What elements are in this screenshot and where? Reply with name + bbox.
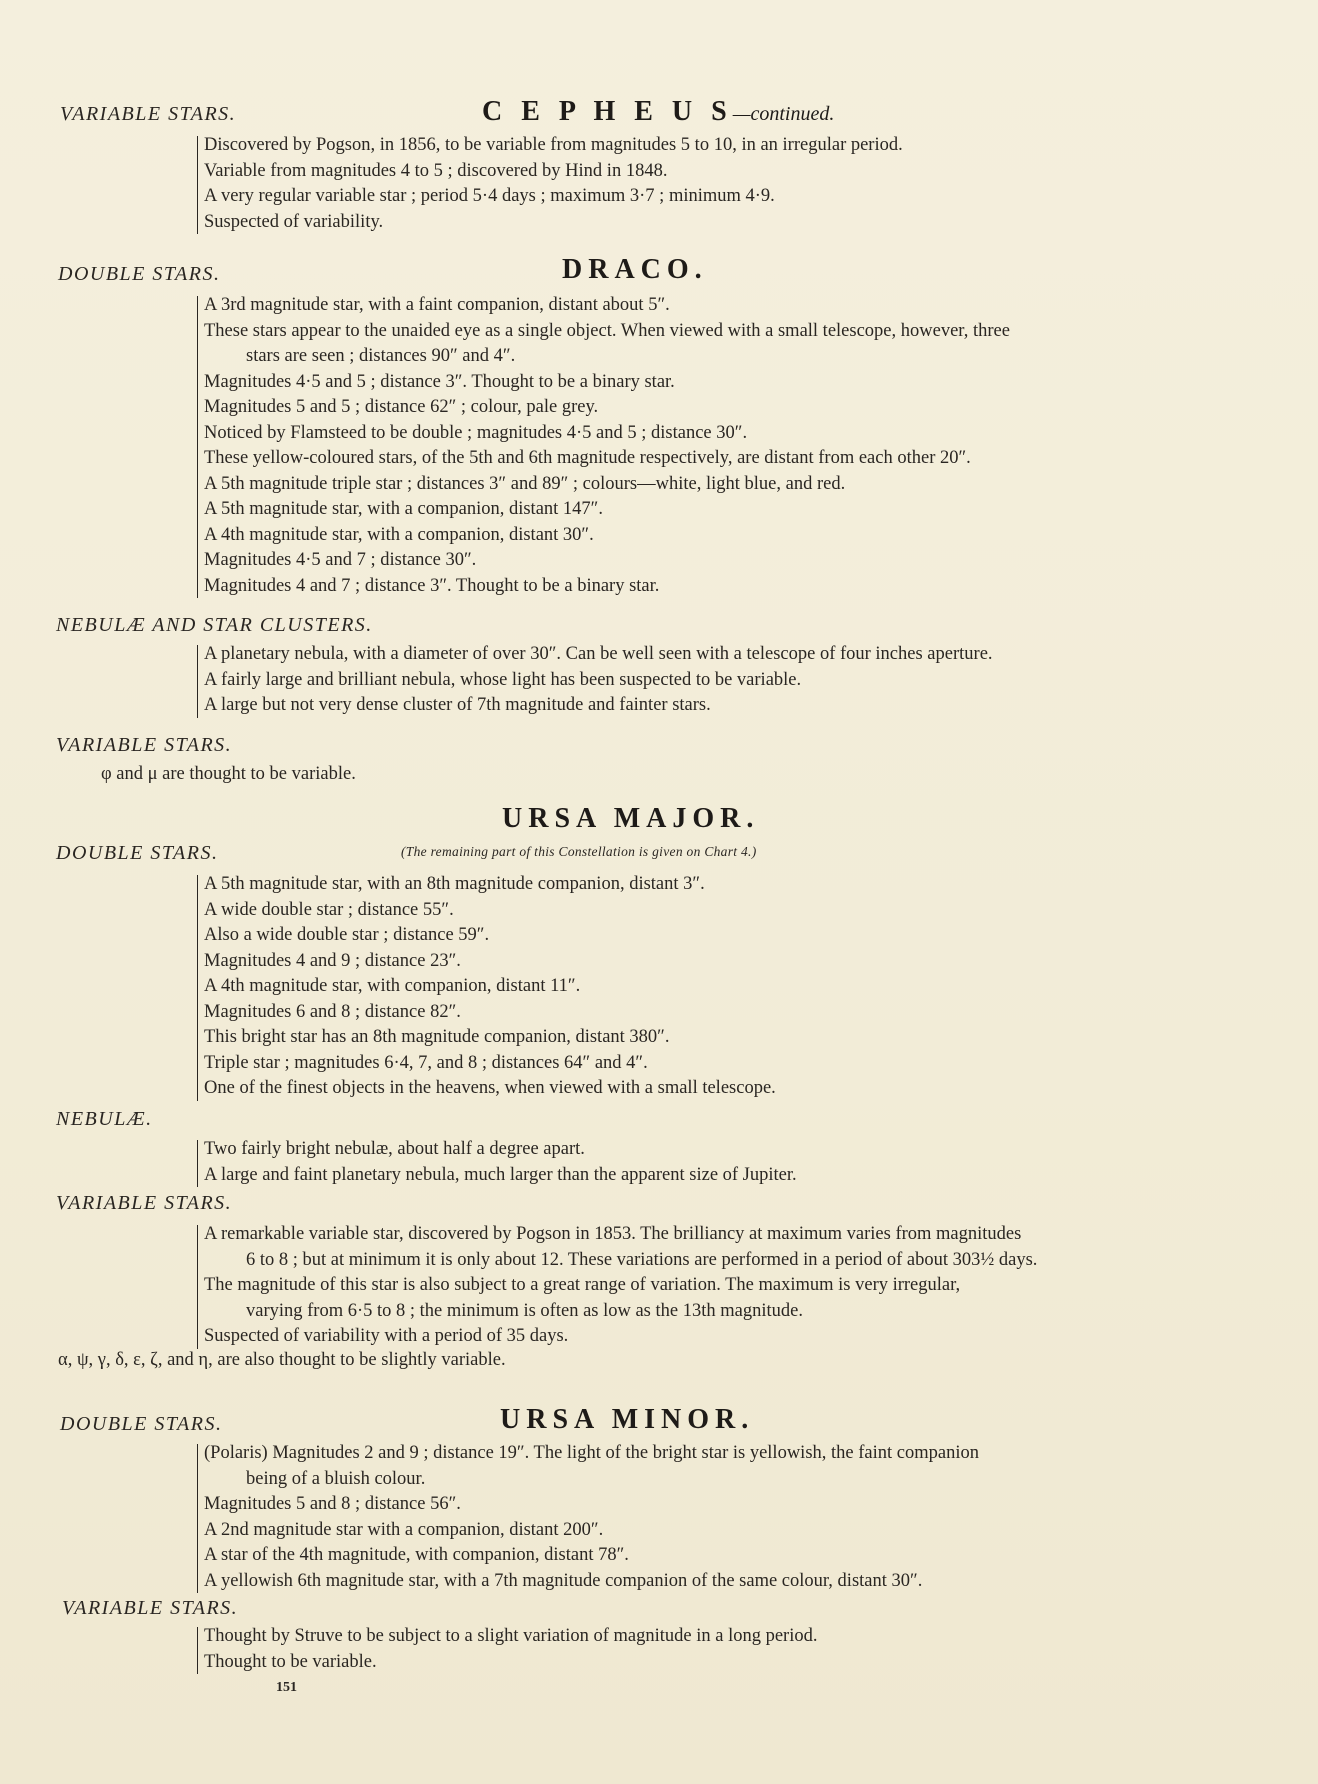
section-heading-variable-stars: VARIABLE STARS.: [56, 734, 233, 756]
entry-text: Two fairly bright nebulæ, about half a degree apart.: [204, 1139, 585, 1159]
entry-text: Magnitudes 4 and 9 ; distance 23″.: [204, 950, 461, 971]
section-heading-variable-stars: VARIABLE STARS.: [56, 1192, 233, 1214]
column-divider-rule: [197, 875, 198, 1101]
entry-text: One of the finest objects in the heavens, when viewed with a small telescope.: [204, 1078, 776, 1098]
column-divider-rule: [197, 136, 198, 234]
entry-text: A planetary nebula, with a diameter of over 30″. Can be well seen with a telescope of four inches aperture.: [204, 644, 993, 664]
constellation-title-ursa-major: URSA MAJOR.: [502, 803, 760, 834]
page-number: 151: [276, 1680, 297, 1695]
entry-text: Suspected of variability.: [204, 211, 384, 232]
section-heading-double-stars: DOUBLE STARS.: [60, 1413, 223, 1435]
entry-text: A 5th magnitude triple star ; distances 3″ and 89″ ; colours—white, light blue, and red.: [204, 473, 846, 494]
ursa-major-variable-note: α, ψ, γ, δ, ε, ζ, and η, are also thought to be slightly variable.: [58, 1350, 506, 1370]
entry-text: Magnitudes 4·5 and 5 ; distance 3″. Thought to be a binary star.: [204, 371, 675, 392]
entry-text: Thought by Struve to be subject to a slight variation of magnitude in a long period.: [204, 1626, 818, 1646]
title-text: C E P H E U S: [482, 96, 733, 127]
entry-text: Also a wide double star ; distance 59″.: [204, 925, 490, 945]
entry-text: Variable from magnitudes 4 to 5 ; discovered by Hind in 1848.: [204, 160, 668, 181]
section-heading-double-stars: DOUBLE STARS.: [58, 263, 221, 285]
entry-text: A wide double star ; distance 55″.: [204, 899, 454, 920]
entry-text: A 5th magnitude star, with an 8th magnitude companion, distant 3″.: [204, 874, 705, 894]
column-divider-rule: [197, 1140, 198, 1187]
entry-text: A 2nd magnitude star with a companion, distant 200″.: [204, 1519, 604, 1540]
entry-text: These yellow-coloured stars, of the 5th and 6th magnitude respectively, are distant from each other 20″.: [204, 448, 971, 468]
column-divider-rule: [197, 296, 198, 598]
entry-text: Magnitudes 4·5 and 7 ; distance 30″.: [204, 550, 477, 570]
entry-text: Thought to be variable.: [204, 1651, 377, 1672]
section-heading-nebulae-clusters: NEBULÆ AND STAR CLUSTERS.: [56, 614, 373, 636]
section-heading-double-stars: DOUBLE STARS.: [56, 842, 219, 864]
column-divider-rule: [197, 1444, 198, 1593]
entry-text: Suspected of variability with a period of 35 days.: [204, 1326, 569, 1346]
column-divider-rule: [197, 645, 198, 718]
entry-text: Magnitudes 5 and 8 ; distance 56″.: [204, 1494, 461, 1514]
constellation-title-cepheus: [482, 96, 834, 128]
entry-text: A remarkable variable star, discovered by Pogson in 1853. The brilliancy at maximum varies from magnitudes: [204, 1224, 1022, 1244]
entry-text: A large and faint planetary nebula, much larger than the apparent size of Jupiter.: [204, 1164, 797, 1185]
column-divider-rule: [197, 1627, 198, 1674]
entry-text: A 4th magnitude star, with a companion, distant 30″.: [204, 524, 594, 545]
entry-text: This bright star has an 8th magnitude companion, distant 380″.: [204, 1027, 670, 1047]
entry-text: A 5th magnitude star, with a companion, distant 147″.: [204, 499, 604, 519]
draco-variable-note: φ and μ are thought to be variable.: [101, 764, 356, 784]
constellation-title-draco: DRACO.: [562, 254, 708, 285]
entry-text: varying from 6·5 to 8 ; the minimum is often as low as the 13th magnitude.: [246, 1300, 803, 1321]
entry-text: being of a bluish colour.: [246, 1468, 426, 1489]
section-heading-nebulae: NEBULÆ.: [56, 1108, 153, 1130]
entry-text: A 3rd magnitude star, with a faint companion, distant about 5″.: [204, 295, 670, 315]
entry-text: Magnitudes 6 and 8 ; distance 82″.: [204, 1001, 461, 1022]
entry-text: Magnitudes 5 and 5 ; distance 62″ ; colour, pale grey.: [204, 397, 599, 417]
entry-text: A very regular variable star ; period 5·4 days ; maximum 3·7 ; minimum 4·9.: [204, 186, 775, 206]
entry-text: A 4th magnitude star, with companion, distant 11″.: [204, 976, 581, 996]
entry-text: A yellowish 6th magnitude star, with a 7th magnitude companion of the same colour, distant 30″.: [204, 1570, 923, 1591]
chart-reference-note: (The remaining part of this Constellation is given on Chart 4.): [401, 844, 757, 859]
entry-text: These stars appear to the unaided eye as a single object. When viewed with a small telescope, however, three: [204, 320, 1010, 341]
column-divider-rule: [197, 1225, 198, 1349]
entry-text: Triple star ; magnitudes 6·4, 7, and 8 ; distances 64″ and 4″.: [204, 1052, 648, 1073]
entry-text: Magnitudes 4 and 7 ; distance 3″. Thought to be a binary star.: [204, 575, 660, 596]
entry-text: The magnitude of this star is also subject to a great range of variation. The maximum is very irregular,: [204, 1275, 961, 1295]
section-heading-variable-stars: VARIABLE STARS.: [60, 103, 237, 125]
entry-text: A fairly large and brilliant nebula, whose light has been suspected to be variable.: [204, 669, 802, 690]
entry-text: Noticed by Flamsteed to be double ; magnitudes 4·5 and 5 ; distance 30″.: [204, 422, 748, 443]
entry-text: A star of the 4th magnitude, with companion, distant 78″.: [204, 1545, 629, 1565]
entry-text: (Polaris) Magnitudes 2 and 9 ; distance 19″. The light of the bright star is yellowish, the faint companion: [204, 1443, 979, 1463]
entry-text: A large but not very dense cluster of 7th magnitude and fainter stars.: [204, 695, 711, 715]
constellation-title-ursa-minor: URSA MINOR.: [500, 1404, 755, 1435]
section-heading-variable-stars: VARIABLE STARS.: [62, 1597, 239, 1619]
entry-text: 6 to 8 ; but at minimum it is only about 12. These variations are performed in a period of about 303½ days.: [246, 1249, 1038, 1270]
entry-text: Discovered by Pogson, in 1856, to be variable from magnitudes 5 to 10, in an irregular period.: [204, 135, 903, 155]
entry-text: stars are seen ; distances 90″ and 4″.: [246, 346, 516, 366]
title-continued: —continued.: [732, 103, 835, 125]
